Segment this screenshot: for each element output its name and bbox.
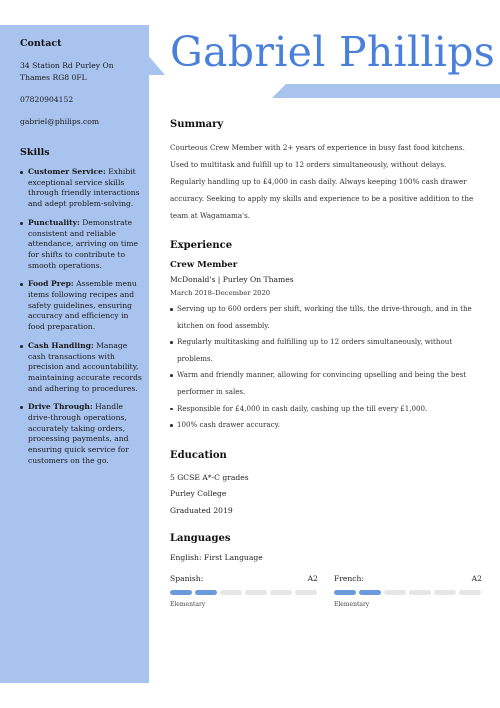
language-level-name: Elementary	[334, 601, 370, 609]
first-language: English: First Language	[170, 553, 263, 563]
proficiency-segment-filled	[359, 590, 381, 595]
skill-item	[20, 402, 142, 466]
proficiency-segment-empty	[295, 590, 317, 595]
job-entry	[170, 260, 482, 434]
language-label: Spanish:	[170, 574, 204, 584]
languages-heading: Languages	[170, 533, 231, 545]
language-proficiency-bar	[334, 590, 482, 595]
job-bullet: 100% cash drawer accuracy.	[170, 417, 482, 434]
education-qualification: 5 GCSE A*-C grades	[170, 472, 249, 482]
sidebar-content	[20, 38, 142, 475]
name-accent-bar	[272, 84, 500, 98]
skill-item	[20, 279, 142, 333]
summary-text: Courteous Crew Member with 2+ years of experience in busy fast food kitchens. Used to multitask and fulfill up to 12 orders simultaneously, without delays. Regularly handling up to £4,000 in cash daily. Always keeping 100% cash drawer accuracy. Seeking to apply my skills and experience to be a positive addition to the team at Wagamama's.	[170, 143, 474, 220]
job-bullet: Responsible for £4,000 in cash daily, cashing up the till every £1,000.	[170, 401, 482, 418]
skill-text: Handle drive-through operations, accurately taking orders, processing payments, and ensuring quick service for customers on the go.	[28, 402, 129, 465]
skill-item	[20, 167, 142, 210]
language-level-code: A2	[471, 574, 482, 584]
proficiency-segment-filled	[170, 590, 192, 595]
skill-name: Food Prep:	[28, 279, 74, 289]
language-label: French:	[334, 574, 364, 584]
education-school: Purley College	[170, 489, 227, 499]
job-dates: March 2018–December 2020	[170, 289, 271, 297]
contact-email: gabriel@philips.com	[20, 117, 100, 126]
contact-address: 34 Station Rd Purley On Thames RG8 0FL	[20, 61, 114, 82]
job-title: Crew Member	[170, 260, 238, 270]
job-bullet: Warm and friendly manner, allowing for convincing upselling and being the best performer in sales.	[170, 367, 482, 400]
language-level-code: A2	[307, 574, 318, 584]
proficiency-segment-empty	[434, 590, 456, 595]
main-content	[170, 119, 482, 608]
skill-name: Cash Handling:	[28, 340, 94, 350]
job-bullets	[170, 301, 482, 434]
proficiency-segment-empty	[409, 590, 431, 595]
skill-text: Manage cash transactions with precision and accountability, maintaining accurate records and adhering to procedures.	[28, 340, 142, 393]
skills-list	[20, 167, 142, 467]
proficiency-segment-empty	[459, 590, 481, 595]
proficiency-segment-empty	[220, 590, 242, 595]
proficiency-segment-filled	[195, 590, 217, 595]
job-bullet: Serving up to 600 orders per shift, working the tills, the drive-through, and in the kitchen on food assembly.	[170, 301, 482, 334]
language-item-french	[334, 574, 482, 608]
skill-item	[20, 218, 142, 272]
experience-heading: Experience	[170, 240, 233, 251]
proficiency-segment-empty	[384, 590, 406, 595]
candidate-name: Gabriel Phillips	[170, 28, 496, 76]
job-bullet: Regularly multitasking and fulfilling up to 12 orders simultaneously, without problems.	[170, 334, 482, 367]
contact-phone: 07820904152	[20, 95, 74, 104]
skill-text: Assemble menu items following recipes and safety guidelines, ensuring accuracy and efficiency in food preparation.	[28, 279, 137, 332]
proficiency-segment-empty	[245, 590, 267, 595]
education-heading: Education	[170, 449, 227, 461]
skill-name: Drive Through:	[28, 402, 93, 412]
contact-heading: Contact	[20, 38, 62, 49]
skill-name: Customer Service:	[28, 167, 106, 176]
skills-heading: Skills	[20, 147, 50, 158]
skill-text: Exhibit exceptional service skills through friendly interactions and adept problem-solving.	[28, 167, 140, 209]
skill-item	[20, 341, 142, 395]
skill-name: Punctuality:	[28, 217, 80, 227]
job-company: McDonald's | Purley On Thames	[170, 275, 294, 284]
skill-text: Demonstrate consistent and reliable attendance, arriving on time for shifts to contribute to smooth operations.	[28, 217, 139, 270]
education-graduation: Graduated 2019	[170, 505, 233, 515]
proficiency-segment-empty	[270, 590, 292, 595]
language-level-name: Elementary	[170, 601, 206, 609]
education-entry	[170, 470, 482, 520]
language-proficiency-bar	[170, 590, 318, 595]
proficiency-segment-filled	[334, 590, 356, 595]
language-levels	[170, 574, 482, 608]
summary-heading: Summary	[170, 119, 224, 130]
language-item-spanish	[170, 574, 318, 608]
